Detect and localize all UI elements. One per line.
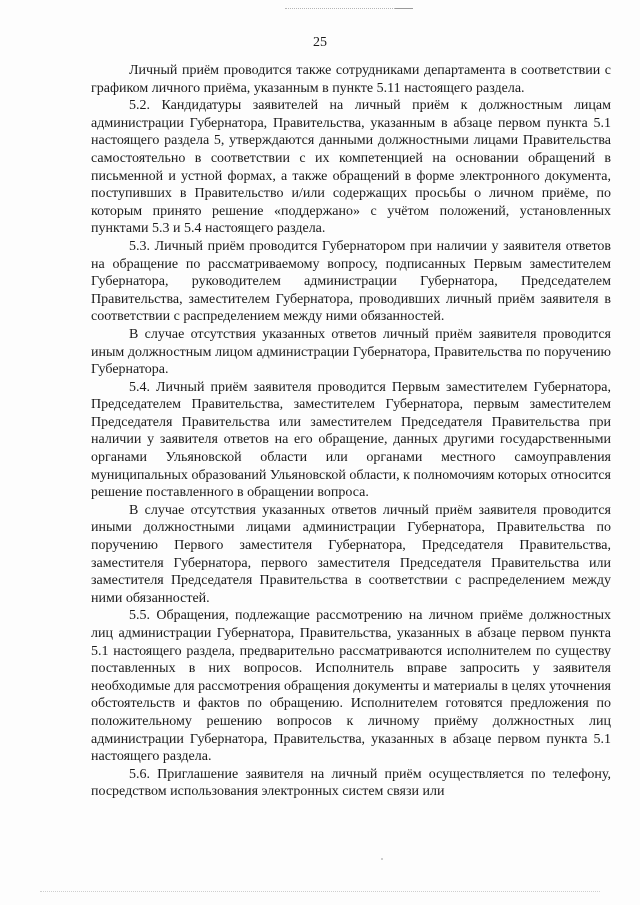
scan-artifact-top-dash xyxy=(395,8,413,11)
scan-speck xyxy=(381,858,383,860)
paragraph-5-3: 5.3. Личный приём проводится Губернатором при наличии у заявителя ответов на обращение по рассматриваемому вопросу, подписанных Первым заместителем Губернатора, руководителем администрации Губернатора, Председателем Правительства, заместителем Губернатора, проводивших личный приём заявителя в соответствии с распределением между ними обязанностей. xyxy=(91,238,611,325)
paragraph-5-4-absence: В случае отсутствия указанных ответов личный приём заявителя проводится иными должностными лицами администрации Губернатора, Правительства по поручению Первого заместителя Губернатора, Председателя Правительства, заместителя Губернатора, первого заместителя Председателя Правительства или заместителя Председателя Правительства в соответствии с распределением между ними обязанностей. xyxy=(91,502,611,606)
paragraph-5-4: 5.4. Личный приём заявителя проводится Первым заместителем Губернатора, Председателем Правительства, заместителем Губернатора, первым заместителем Председателя Правительства или заместителем Председателя Правительства при наличии у заявителя ответов на его обращение, данных другими государственными органами Ульяновской области или органами местного самоуправления муниципальных образований Ульяновской области, к полномочиям которых относится решение поставленного в обращении вопроса. xyxy=(91,379,611,501)
paragraph-personal-reception-staff: Личный приём проводится также сотрудниками департамента в соответствии с графиком личного приёма, указанным в пункте 5.11 настоящего раздела. xyxy=(91,63,611,96)
paragraph-5-3-absence: В случае отсутствия указанных ответов личный приём заявителя проводится иным должностным лицом администрации Губернатора, Правительства по поручению Губернатора. xyxy=(91,326,611,378)
page-number: 25 xyxy=(313,35,327,50)
document-body xyxy=(91,62,611,801)
paragraph-5-2: 5.2. Кандидатуры заявителей на личный приём к должностным лицам администрации Губернатора, Правительства, указанным в абзаце первом пункта 5.1 настоящего раздела 5, утверждаются данными должностными лицами Правительства самостоятельно в соответствии с их компетенцией на основании обращений в письменной и устной формах, а также обращений в форме электронного документа, поступивших в Правительство и/или содержащих просьбы о личном приёме, по которым принято решение «поддержано» с учётом положений, установленных пунктами 5.3 и 5.4 настоящего раздела. xyxy=(91,98,611,237)
paragraph-5-5: 5.5. Обращения, подлежащие рассмотрению на личном приёме должностных лиц администрации Губернатора, Правительства, указанных в абзаце первом пункта 5.1 настоящего раздела, предварительно рассматриваются исполнителем по существу поставленных в них вопросов. Исполнитель вправе запросить у заявителя необходимые для рассмотрения обращения документы и материалы в целях уточнения обстоятельств и фактов по обращению. Исполнителем готовятся предложения по положительному решению вопросов к личному приёму должностных лиц администрации Губернатора, Правительства, указанных в абзаце первом пункта 5.1 настоящего раздела. xyxy=(91,608,611,765)
paragraph-5-6: 5.6. Приглашение заявителя на личный приём осуществляется по телефону, посредством использования электронных систем связи или xyxy=(91,766,611,800)
scan-artifact-top xyxy=(285,8,405,11)
scan-artifact-bottom xyxy=(40,891,600,893)
